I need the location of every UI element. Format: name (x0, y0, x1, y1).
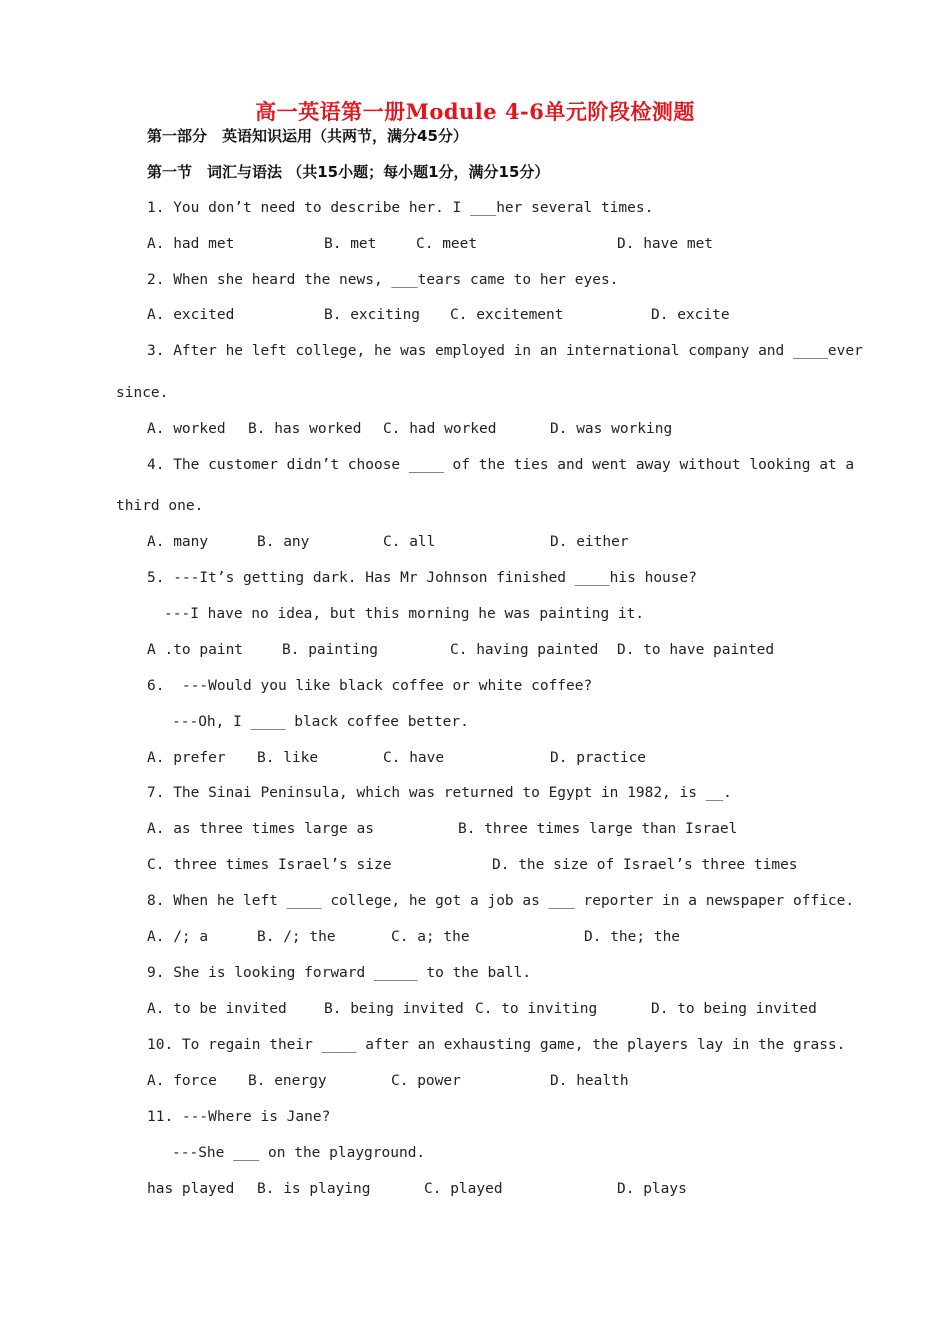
option-b: B. has worked (248, 421, 362, 437)
question-6-stem: 6. ---Would you like black coffee or white coffee? (147, 678, 593, 694)
option-d: D. the size of Israel’s three times (492, 857, 798, 873)
option-a: A. to be invited (147, 1001, 287, 1017)
option-a: A. /; a (147, 929, 209, 945)
option-d: D. plays (617, 1181, 687, 1197)
option-d: D. was working (550, 421, 673, 437)
question-5-options (147, 641, 907, 659)
question-10-stem: 10. To regain their ____ after an exhausting game, the players lay in the grass. (147, 1037, 846, 1053)
option-b: B. three times large than Israel (458, 821, 738, 837)
option-d: D. health (550, 1073, 629, 1089)
option-a: A. force (147, 1073, 217, 1089)
option-c: C. have (383, 750, 445, 766)
question-6-reply: ---Oh, I ____ black coffee better. (172, 714, 469, 730)
question-10-options (147, 1072, 907, 1090)
option-a: A. many (147, 534, 209, 550)
question-4-options (147, 533, 907, 551)
question-5-reply: ---I have no idea, but this morning he was painting it. (164, 606, 645, 622)
option-b: B. /; the (257, 929, 336, 945)
option-d: D. practice (550, 750, 647, 766)
option-b: B. like (257, 750, 319, 766)
question-1-stem: 1. You don’t need to describe her. I ___her several times. (147, 200, 654, 216)
question-11-reply: ---She ___ on the playground. (172, 1145, 426, 1161)
option-b: B. met (324, 236, 377, 252)
option-c: C. having painted (450, 642, 599, 658)
question-9-stem: 9. She is looking forward _____ to the ball. (147, 965, 532, 981)
option-d: D. to being invited (651, 1001, 817, 1017)
option-b: B. painting (282, 642, 379, 658)
page-title: 高一英语第一册Module 4-6单元阶段检测题 (255, 99, 695, 124)
option-c: C. three times Israel’s size (147, 857, 392, 873)
option-b: B. is playing (257, 1181, 371, 1197)
option-a: A. excited (147, 307, 235, 323)
option-c: C. all (383, 534, 436, 550)
question-8-stem: 8. When he left ____ college, he got a job as ___ reporter in a newspaper office. (147, 893, 855, 909)
question-7-stem: 7. The Sinai Peninsula, which was returned to Egypt in 1982, is __. (147, 785, 732, 801)
question-1-options (147, 235, 907, 253)
option-d: D. either (550, 534, 629, 550)
option-b: B. energy (248, 1073, 327, 1089)
question-7-options-ab (147, 820, 907, 838)
option-c: C. excitement (450, 307, 564, 323)
question-6-options (147, 749, 907, 767)
option-b: B. being invited (324, 1001, 464, 1017)
question-3-stem-cont: since. (116, 385, 169, 401)
question-3-options (147, 420, 907, 438)
option-d: D. the; the (584, 929, 681, 945)
section-heading: 第一节 词汇与语法 （共15小题；每小题1分，满分15分） (147, 163, 550, 181)
option-c: C. a; the (391, 929, 470, 945)
option-d: D. have met (617, 236, 714, 252)
question-3-stem: 3. After he left college, he was employed in an international company and ____ever (147, 343, 863, 359)
question-5-stem: 5. ---It’s getting dark. Has Mr Johnson finished ____his house? (147, 570, 697, 586)
option-a: A. had met (147, 236, 235, 252)
option-b: B. exciting (324, 307, 421, 323)
question-11-stem: 11. ---Where is Jane? (147, 1109, 331, 1125)
option-c: C. had worked (383, 421, 497, 437)
option-c: C. power (391, 1073, 461, 1089)
option-d: D. excite (651, 307, 730, 323)
option-a: A .to paint (147, 642, 244, 658)
question-4-stem: 4. The customer didn’t choose ____ of the ties and went away without looking at a (147, 457, 855, 473)
option-c: C. meet (416, 236, 478, 252)
option-d: D. to have painted (617, 642, 775, 658)
question-2-options (147, 306, 907, 324)
question-7-options-cd (147, 856, 907, 874)
option-a: has played (147, 1181, 235, 1197)
option-a: A. prefer (147, 750, 226, 766)
option-b: B. any (257, 534, 310, 550)
option-a: A. as three times large as (147, 821, 374, 837)
question-4-stem-cont: third one. (116, 498, 204, 514)
question-9-options (147, 1000, 907, 1018)
question-2-stem: 2. When she heard the news, ___tears came to her eyes. (147, 272, 619, 288)
part-heading: 第一部分 英语知识运用（共两节，满分45分） (147, 127, 468, 145)
question-11-options (147, 1180, 907, 1198)
option-c: C. played (424, 1181, 503, 1197)
option-a: A. worked (147, 421, 226, 437)
option-c: C. to inviting (475, 1001, 598, 1017)
question-8-options (147, 928, 907, 946)
